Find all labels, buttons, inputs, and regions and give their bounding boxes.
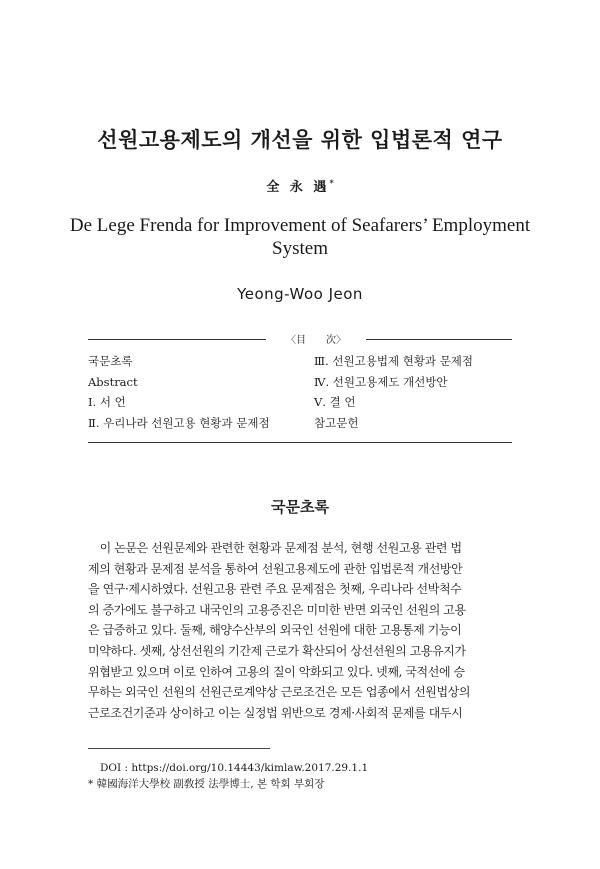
abstract-line: 이 논문은 선원문제와 관련한 현황과 문제점 분석, 현행 선원고용 관련 법 bbox=[88, 541, 462, 555]
toc-item: Ⅲ. 선원고용법제 현황과 문제점 bbox=[314, 354, 474, 368]
english-author: Yeong-Woo Jeon bbox=[237, 285, 363, 303]
korean-title: 선원고용제도의 개선을 위한 입법론적 연구 bbox=[97, 128, 503, 152]
toc-item: 국문초록 bbox=[88, 354, 133, 368]
toc-heading: 〈目 次〉 bbox=[286, 335, 346, 346]
abstract-line: 근로조건기준과 상이하고 이는 실정법 위반으로 경제·사회적 문제를 대두시 bbox=[88, 705, 463, 720]
abstract-line: 미약하다. 셋째, 상선선원의 기간제 근로가 확산되어 상선선원의 고용유지가 bbox=[88, 643, 466, 658]
author-footnote-mark: * bbox=[329, 177, 334, 188]
toc-bottom-rule bbox=[88, 442, 512, 443]
abstract-line: 제의 현황과 문제점 분석을 통하여 선원고용제도에 관한 입법론적 개선방안 bbox=[88, 561, 463, 576]
abstract-line: 위협받고 있으며 이로 인하여 고용의 질이 악화되고 있다. 넷째, 국적선에 승 bbox=[88, 664, 465, 679]
affiliation-footnote: * 韓國海洋大學校 副敎授 法學博士, 본 학회 부회장 bbox=[88, 778, 325, 790]
doi-footnote: DOI : https://doi.org/10.14443/kimlaw.2017.29.1.1 bbox=[100, 762, 369, 774]
toc-item: Ⅴ. 결 언 bbox=[314, 395, 356, 409]
toc-right-column bbox=[314, 351, 514, 433]
abstract-line: 무하는 외국인 선원의 선원근로계약상 근로조건은 모든 업종에서 선원법상의 bbox=[88, 685, 471, 700]
korean-author bbox=[0, 176, 600, 195]
abstract-line: 의 증가에도 불구하고 내국인의 고용증진은 미미한 반면 외국인 선원의 고용 bbox=[88, 602, 466, 617]
toc-rule-left bbox=[88, 339, 266, 340]
abstract-heading: 국문초록 bbox=[271, 498, 329, 516]
english-title: De Lege Frenda for Improvement of Seafarers’ Employment System bbox=[69, 215, 531, 259]
toc-item: Ⅱ. 우리나라 선원고용 현황과 문제점 bbox=[88, 415, 270, 430]
korean-author-name: 全 永 遇 bbox=[266, 180, 330, 195]
table-of-contents-header bbox=[88, 333, 512, 345]
toc-left-column bbox=[88, 351, 318, 433]
abstract-body bbox=[88, 538, 512, 723]
toc-rule-right bbox=[366, 339, 512, 340]
abstract-line: 은 급증하고 있다. 둘째, 해양수산부의 외국인 선원에 대한 고용통제 기능이 bbox=[88, 623, 462, 638]
abstract-line: 을 연구·제시하였다. 선원고용 관련 주요 문제점은 첫째, 우리나라 선박척수 bbox=[88, 582, 462, 597]
toc-item: Ⅳ. 선원고용제도 개선방안 bbox=[314, 374, 448, 389]
toc-item: 참고문헌 bbox=[314, 415, 359, 430]
toc-item: Abstract bbox=[88, 374, 138, 389]
toc-item: Ⅰ. 서 언 bbox=[88, 395, 126, 409]
footnote-rule bbox=[88, 748, 270, 749]
